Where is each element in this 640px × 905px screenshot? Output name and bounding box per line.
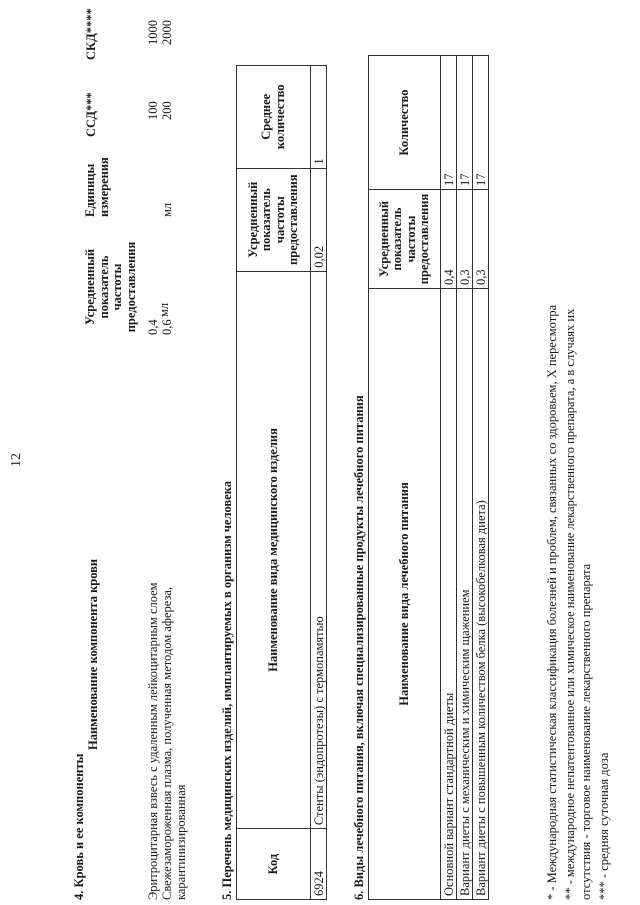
section6-row2-name: Вариант диеты с механическим и химическим щажением (457, 288, 473, 899)
section5-row1-code: 6924 (311, 829, 327, 900)
section4-row1-ssd: 100 (146, 101, 160, 120)
footnote-4: *** - средняя суточная доза (597, 752, 611, 900)
section4-header-ssd: ССД*** (84, 92, 98, 137)
section4-header-skd: СКД**** (84, 8, 98, 60)
section6-row3-qty: 17 (473, 56, 489, 190)
section4-row2-ssd: 200 (160, 101, 174, 120)
section4-row2-name-line2: карантинизированная (174, 784, 188, 900)
section5-row1-freq: 0,02 (311, 168, 327, 271)
section6-table (368, 55, 489, 900)
section6-row2-freq: 0,3 (457, 190, 473, 289)
section4-row2-unit: мл (160, 202, 174, 217)
section5-title: 5. Перечень медицинских изделий, имплантируемых в организм человека (220, 481, 234, 900)
footnote-1: * - Международная статистическая классификация болезней и проблем, связанных со здоровьем, X пересмотра (545, 304, 559, 900)
section4-row1-name: Эритроцитарная взвесь с удаленным лейкоцитарным слоем (146, 582, 160, 900)
section5-header-name: Наименование вида медицинского изделия (237, 271, 311, 828)
table-row (441, 56, 457, 900)
section6-row1-name: Основной вариант стандартной диеты (441, 288, 457, 899)
table-row (473, 56, 489, 900)
section4-row2-skd: 2000 (160, 20, 174, 45)
section4-row2-name-line1: Свежезамороженная плазма, полученная методом афереза, (160, 586, 174, 900)
section6-header-freq: Усредненный показатель частоты предоставления (369, 190, 441, 289)
table-row (457, 56, 473, 900)
section6-row3-name: Вариант диеты с повышенным количеством белка (высокобелковая диета) (473, 288, 489, 899)
section4-row1-freq: 0,4 (146, 319, 160, 335)
section5-header-freq: Усредненный показатель частоты предоставления (237, 168, 311, 271)
section4-header-name: Наименование компонента крови (86, 558, 100, 750)
section5-row1-qty: 1 (311, 66, 327, 169)
section6-row2-qty: 17 (457, 56, 473, 190)
section6-row1-qty: 17 (441, 56, 457, 190)
page-number: 12 (9, 453, 24, 467)
footnote-3: отсутствия - торговое наименование лекарственного препарата (579, 563, 593, 900)
section4-title: 4. Кровь и ее компоненты (72, 753, 86, 900)
section4-header-freq: Усредненный показатель частоты предоставления (83, 241, 138, 333)
section5-header-qty: Среднее количество (237, 66, 311, 169)
section4-row1-unit: мл (157, 302, 171, 317)
section4-row1-skd: 1000 (146, 20, 160, 45)
section6-header-qty: Количество (369, 56, 441, 190)
section6-row1-freq: 0,4 (441, 190, 457, 289)
section5-header-code: Код (237, 829, 311, 900)
section4-row2-freq: 0,6 (160, 319, 174, 335)
section6-title: 6. Виды лечебного питания, включая специализированные продукты лечебного питания (352, 395, 366, 900)
section6-header-name: Наименование вида лечебного питания (369, 288, 441, 899)
footnote-2: ** - международное непатентованное или химическое наименование лекарственного препарата, а в случаях их (563, 308, 577, 900)
section6-row3-freq: 0,3 (473, 190, 489, 289)
table-row (311, 66, 327, 900)
section4-header-unit: Единицы измерения (83, 157, 111, 217)
section5-row1-name: Стенты (эндопротезы) с термопамятью (311, 271, 327, 828)
section5-table (236, 65, 327, 900)
